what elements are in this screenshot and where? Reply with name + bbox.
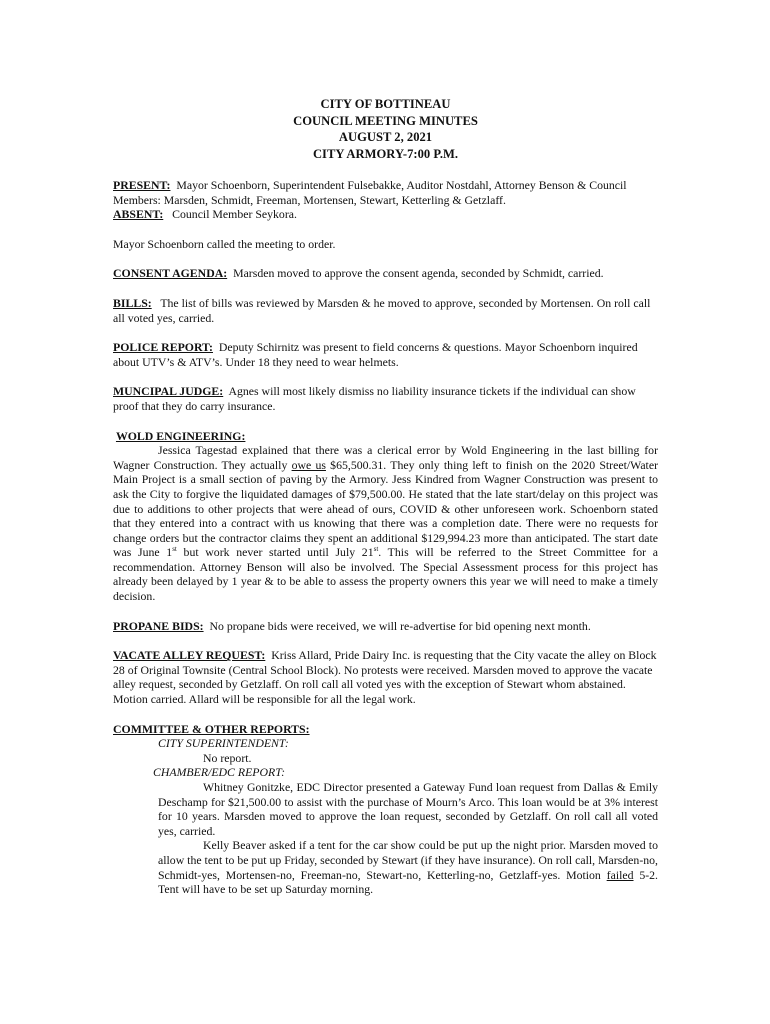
chamber-edc-tent-paragraph	[158, 838, 658, 896]
chamber-edc-body	[113, 780, 658, 897]
consent-agenda-paragraph	[113, 266, 658, 281]
attendance-section	[113, 178, 658, 222]
present-text: Mayor Schoenborn, Superintendent Fulsebakke, Auditor Nostdahl, Attorney Benson & Council Members: Marsden, Schmidt, Freeman, Mortensen, Stewart, Ketterling & Getzlaff.	[113, 178, 627, 207]
propane-bids-paragraph	[113, 619, 658, 634]
absent-text: Council Member Seykora.	[172, 207, 297, 222]
chamber-edc-label: CHAMBER/EDC REPORT:	[153, 765, 286, 780]
title-date: AUGUST 2, 2021	[338, 130, 433, 144]
committee-reports-section	[113, 722, 658, 897]
consent-agenda-text: Marsden moved to approve the consent agenda, seconded by Schmidt, carried.	[233, 266, 604, 281]
city-superintendent-text: No report.	[203, 750, 252, 765]
municipal-judge-paragraph	[113, 384, 658, 413]
present-label: PRESENT:	[113, 178, 171, 192]
consent-agenda-label: CONSENT AGENDA:	[113, 266, 228, 281]
vacate-alley-label: VACATE ALLEY REQUEST:	[113, 648, 266, 663]
committee-reports-heading	[113, 722, 658, 737]
wold-engineering-heading	[113, 429, 658, 444]
municipal-judge-text: Agnes will most likely dismiss no liability insurance tickets if the individual can show proof that they do carry insurance.	[113, 384, 636, 413]
vacate-alley-paragraph	[113, 648, 658, 706]
wold-text-part1: Jessica Tagestad explained that there was a clerical error by Wold Engineering in the last billing for Wagner Construction. They actually	[113, 443, 658, 472]
wold-engineering-text	[113, 443, 658, 604]
bills-paragraph	[113, 296, 658, 325]
present-paragraph	[113, 178, 658, 207]
wold-engineering-section	[113, 429, 658, 604]
tent-text-part2: 5-2. Tent will have to be set up Saturday morning.	[158, 867, 658, 897]
document-page	[113, 96, 658, 897]
tent-failed: failed	[606, 867, 634, 882]
wold-text-part2: $65,500.31. They only thing left to finish on the 2020 Street/Water Main Project is a small section of paving by the Armory. Jess Kindred from Wagner Construction was present to ask the City to forgive the liquidated damages of $79,500.00. He stated that the late start/delay on this project was due to additions to other projects that were ahead of ours, COVID & other unforeseen work. Schoenborn stated that they entered into a contract with us knowing that there was a completion date. There were no requests for change orders but the contractor claims they spent an additional $129,994.23 more than anticipated. The start date was June 1	[113, 457, 658, 560]
title-location: CITY ARMORY-7:00 P.M.	[312, 146, 459, 161]
absent-label: ABSENT:	[113, 207, 164, 222]
bills-text: The list of bills was reviewed by Marsden & he moved to approve, seconded by Mortensen. On roll call all voted yes, carried.	[113, 295, 651, 325]
propane-bids-label: PROPANE BIDS:	[113, 618, 204, 633]
bills-label: BILLS:	[113, 295, 152, 310]
wold-sup-2: st	[373, 545, 379, 554]
wold-engineering-label: WOLD ENGINEERING:	[115, 428, 246, 443]
vacate-alley-text: Kriss Allard, Pride Dairy Inc. is requesting that the City vacate the alley on Block 28 of Original Townsite (Central School Block). No protests were received. Marsden moved to approve the vacate alley request, seconded by Getzlaff. On roll call all voted yes with the exception of Stewart whom abstained. Motion carried. Allard will be responsible for all the legal work.	[113, 648, 657, 707]
title-city: CITY OF BOTTINEAU	[320, 97, 451, 111]
chamber-edc-loan-paragraph: Whitney Gonitzke, EDC Director presented a Gateway Fund loan request from Dallas & Emily Deschamp for $21,500.00 to assist with the purchase of Mourn’s Arco. This loan would be at 3% interest for 10 years. Marsden moved to approve the loan request, seconded by Getzlaff. On roll call all voted yes, carried.	[158, 780, 658, 838]
wold-text-part3: but work never started until July 21	[176, 545, 374, 560]
municipal-judge-label: MUNCIPAL JUDGE:	[113, 384, 224, 399]
document-title	[113, 96, 658, 162]
police-report-label: POLICE REPORT:	[113, 340, 213, 355]
wold-sup-1: st	[172, 545, 177, 554]
call-to-order: Mayor Schoenborn called the meeting to order.	[113, 236, 336, 251]
absent-paragraph	[113, 207, 658, 222]
tent-text-part1: Kelly Beaver asked if a tent for the car show could be put up the night prior. Marsden moved to allow the tent to be put up Friday, seconded by Stewart (if they have insurance). On roll call, Marsden-no, Schmidt-yes, Mortensen-no, Freeman-no, Stewart-no, Ketterling-no, Getzlaff-yes. Motion	[158, 838, 658, 882]
title-minutes: COUNCIL MEETING MINUTES	[293, 113, 478, 128]
committee-reports-label: COMMITTEE & OTHER REPORTS:	[113, 721, 310, 736]
police-report-paragraph	[113, 340, 658, 369]
police-report-text: Deputy Schirnitz was present to field concerns & questions. Mayor Schoenborn inquired about UTV’s & ATV’s. Under 18 they need to wear helmets.	[113, 340, 638, 369]
wold-owe-us: owe us	[291, 457, 326, 472]
wold-text-part4: . This will be referred to the Street Committee for a recommendation. Attorney Benson will also be involved. The Special Assessment process for this project has already been delayed by 1 year & to be able to assess the property owners this year we will need to make a timely decision.	[113, 545, 658, 604]
propane-bids-text: No propane bids were received, we will re-advertise for bid opening next month.	[209, 618, 591, 633]
city-superintendent-label: CITY SUPERINTENDENT:	[158, 736, 289, 751]
